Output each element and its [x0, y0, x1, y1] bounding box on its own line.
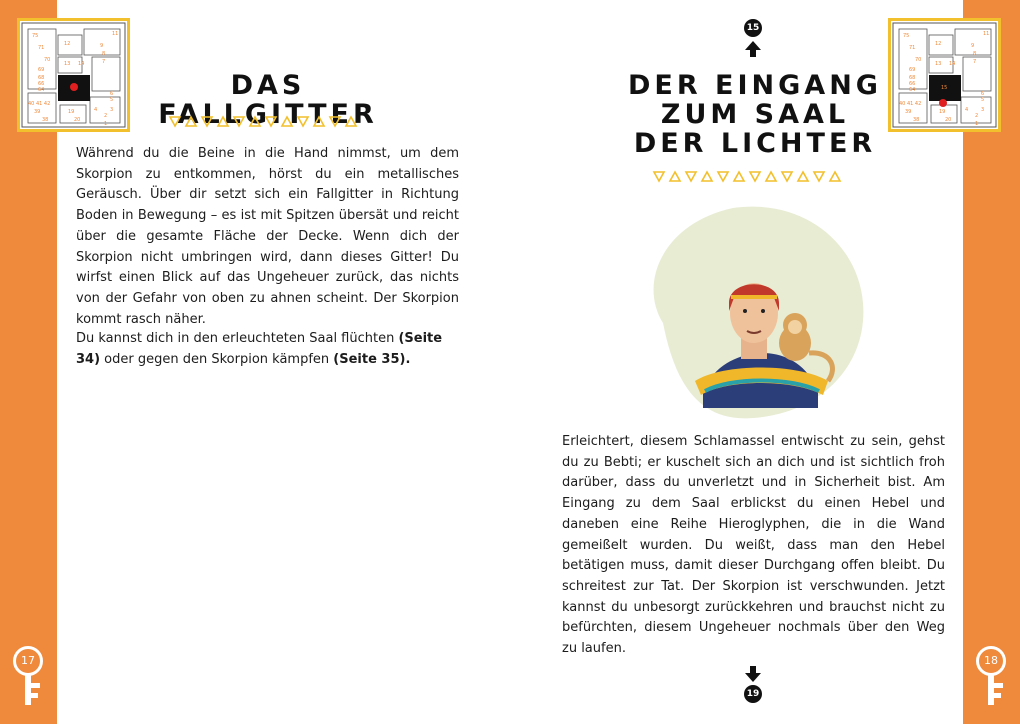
svg-text:38: 38 — [42, 117, 49, 123]
story-paragraph-right: Erleichtert, diesem Schlamassel entwischt zu sein, gehst du zu Bebti; er kuschelt sich an dich und ist sichtlich froh darüber, dass du unverletzt und in Sicherheit bist. Am Eingang zu dem Saal erblickst du einen Hebel und daneben eine Reihe Hieroglyphen, die in die Wand gemeißelt wurden. Du weißt, dass man den Hebel betätigen muss, damit dieser Durchgang offen bleibt. Du schreitest zur Tat. Der Skorpion ist verschwunden. Jetzt kannst du unbesorgt zurückkehren und brauchst nicht zu befürchten, diesem Ungeheuer nochmals über den Weg zu laufen. — [562, 434, 945, 657]
key-icon — [988, 675, 994, 705]
svg-text:15: 15 — [941, 85, 948, 91]
svg-text:75: 75 — [32, 33, 39, 39]
svg-text:9: 9 — [971, 43, 975, 49]
page-number-left: 17 — [13, 646, 43, 676]
svg-text:20: 20 — [945, 117, 952, 123]
svg-text:75: 75 — [903, 33, 910, 39]
map-icon — [891, 21, 998, 129]
svg-text:6: 6 — [110, 91, 114, 97]
triangle-divider-icon — [652, 170, 852, 184]
svg-text:68: 68 — [38, 75, 45, 81]
svg-text:11: 11 — [983, 31, 990, 37]
choice-link-page-34[interactable]: (Seite 34) — [76, 331, 443, 367]
svg-text:12: 12 — [935, 41, 942, 47]
arrow-up-icon — [744, 40, 762, 58]
choice-link-page-35[interactable]: (Seite 35). — [333, 351, 411, 367]
svg-text:8: 8 — [973, 51, 977, 57]
svg-text:71: 71 — [909, 45, 916, 51]
svg-text:13: 13 — [935, 61, 942, 67]
svg-text:11: 11 — [112, 31, 119, 37]
svg-text:3: 3 — [981, 107, 985, 113]
svg-text:4: 4 — [965, 107, 969, 113]
page-title-right: DER EINGANG ZUM SAAL DER LICHTER — [628, 70, 882, 159]
story-choices-left: Du kannst dich in den erleuchteten Saal flüchten (Seite 34) oder gegen den Skorpion kämpfen (Seite 35). — [76, 331, 443, 367]
svg-text:64: 64 — [909, 87, 916, 93]
svg-text:71: 71 — [38, 45, 45, 51]
svg-text:6: 6 — [981, 91, 985, 97]
svg-text:12: 12 — [64, 41, 71, 47]
page-title-left: DAS FALLGITTER — [158, 70, 378, 130]
svg-text:19: 19 — [68, 109, 75, 115]
svg-text:20: 20 — [74, 117, 81, 123]
svg-text:2: 2 — [975, 113, 979, 119]
dungeon-map-left — [17, 18, 130, 132]
svg-text:69: 69 — [909, 67, 916, 73]
svg-text:66: 66 — [38, 81, 45, 87]
svg-text:70: 70 — [44, 57, 51, 63]
story-paragraph-left: Während du die Beine in die Hand nimmst, um dem Skorpion zu entkommen, hörst du ein metallisches Geräusch. Über dir setzt sich ein Fallgitter in Richtung Boden in Bewegung – es ist mit Spitzen übersät und reicht über die gesamte Fläche der Decke. Wenn dich der Skorpion nicht umbringen wird, dann dieses Gitter! Du wirfst einen Blick auf das Ungeheuer zurück, das nichts von der Gefahr von oben zu ahnen scheint. Der Skorpion kommt rasch näher. — [76, 146, 459, 327]
svg-text:7: 7 — [973, 59, 977, 65]
from-section-badge: 15 — [744, 19, 762, 37]
svg-text:1: 1 — [104, 121, 108, 127]
svg-text:13: 13 — [64, 61, 71, 67]
svg-text:38: 38 — [913, 117, 920, 123]
svg-text:68: 68 — [909, 75, 916, 81]
svg-text:4: 4 — [94, 107, 98, 113]
svg-text:66: 66 — [909, 81, 916, 87]
triangle-divider-icon — [168, 115, 368, 129]
svg-text:8: 8 — [102, 51, 106, 57]
svg-text:1: 1 — [975, 121, 979, 127]
svg-text:7: 7 — [102, 59, 106, 65]
svg-text:2: 2 — [104, 113, 108, 119]
dungeon-map-right — [888, 18, 1001, 132]
to-section-badge[interactable]: 19 — [744, 685, 762, 703]
svg-text:19: 19 — [939, 109, 946, 115]
illustration-icon — [633, 203, 865, 421]
svg-text:39: 39 — [34, 109, 41, 115]
key-icon — [25, 675, 31, 705]
svg-text:9: 9 — [100, 43, 104, 49]
svg-text:5: 5 — [981, 97, 985, 103]
svg-text:69: 69 — [38, 67, 45, 73]
svg-text:39: 39 — [905, 109, 912, 115]
svg-text:3: 3 — [110, 107, 114, 113]
svg-text:64: 64 — [38, 87, 45, 93]
page-number-right: 18 — [976, 646, 1006, 676]
svg-text:5: 5 — [110, 97, 114, 103]
arrow-down-icon — [744, 665, 762, 683]
svg-text:70: 70 — [915, 57, 922, 63]
svg-text:14: 14 — [78, 61, 85, 67]
svg-text:14: 14 — [949, 61, 956, 67]
svg-text:40 41 42: 40 41 42 — [28, 101, 51, 107]
svg-text:40 41 42: 40 41 42 — [899, 101, 922, 107]
map-icon — [20, 21, 127, 129]
